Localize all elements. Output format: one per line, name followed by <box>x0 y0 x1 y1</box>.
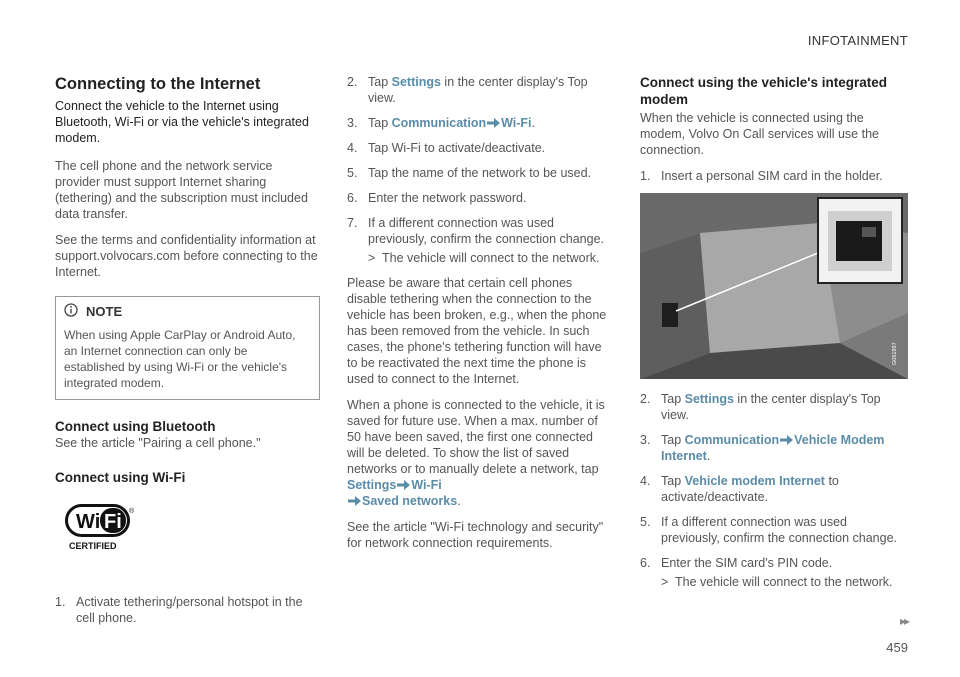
list-item: 4. Tap Vehicle modem Internet to activate/deactivate. <box>640 474 839 504</box>
paragraph: See the terms and confidentiality information at support.volvocars.com before connecting to the Internet. <box>55 233 318 279</box>
column-3 <box>640 74 908 599</box>
info-icon <box>64 303 78 321</box>
result-line: > The vehicle will connect to the network. <box>661 575 893 589</box>
svg-text:Fi: Fi <box>104 511 122 533</box>
svg-text:Wi: Wi <box>76 511 101 533</box>
paragraph: When the vehicle is connected using the modem, Volvo On Call services will use the connection. <box>640 111 879 157</box>
paragraph: See the article "Pairing a cell phone." <box>55 436 261 450</box>
arrow-right-icon <box>348 496 361 506</box>
list-item: 1. Activate tethering/personal hotspot in the cell phone. <box>55 595 303 625</box>
list-item: 4. Tap Wi-Fi to activate/deactivate. <box>347 141 546 155</box>
list-item: 3. Tap Communication Vehicle Modem Internet. <box>640 433 885 463</box>
lead-paragraph: Connect the vehicle to the Internet using Bluetooth, Wi-Fi or via the vehicle's integrated modem. <box>55 99 309 145</box>
ui-label-settings: Settings <box>391 75 441 89</box>
arrow-right-icon <box>780 435 793 445</box>
result-line: > The vehicle will connect to the network. <box>368 251 600 265</box>
heading-bluetooth: Connect using Bluetooth <box>55 419 216 434</box>
list-item: 2. Tap Settings in the center display's Top view. <box>640 392 881 422</box>
note-box <box>55 296 320 400</box>
list-item: 5. If a different connection was used previously, confirm the connection change. <box>640 515 898 545</box>
page-title: Connecting to the Internet <box>55 75 261 93</box>
heading-wifi: Connect using Wi-Fi <box>55 470 186 485</box>
paragraph: When a phone is connected to the vehicle, it is saved for future use. When a max. number of 50 have been saved, the first one connected will be deleted. To show the list of saved networks or to manually delete a network, tap Settings Wi-Fi Saved networks. <box>347 398 605 508</box>
svg-text:CERTIFIED: CERTIFIED <box>69 541 117 551</box>
continued-arrows-icon: ▸▸ <box>899 614 908 628</box>
sim-holder-photo <box>640 193 908 379</box>
note-text: When using Apple CarPlay or Android Auto, an Internet connection can only be established by using Wi-Fi or the vehicle's integrated modem. <box>64 328 296 390</box>
paragraph: See the article "Wi-Fi technology and security" for network connection requirements. <box>347 520 604 550</box>
page-number: 459 <box>886 640 908 655</box>
heading-modem: Connect using the vehicle's integrated modem <box>640 75 888 107</box>
column-1 <box>55 74 320 635</box>
section-header: INFOTAINMENT <box>807 33 908 48</box>
list-item: 7. If a different connection was used previously, confirm the connection change. > The vehicle will connect to the network. <box>347 215 613 266</box>
list-item: 5. Tap the name of the network to be used. <box>347 166 592 180</box>
arrow-right-icon <box>487 118 500 128</box>
paragraph: The cell phone and the network service provider must support Internet sharing (tethering) and the subscription must included data transfer. <box>55 159 308 221</box>
list-item: 6. Enter the network password. <box>347 191 527 205</box>
paragraph: Please be aware that certain cell phones disable tethering when the connection to the vehicle has been broken, e.g., when the phone has been removed from the vehicle. In such cases, the phone's tethering function will have to be reactivated the next time the phone is used to connect to the Internet. <box>347 276 607 386</box>
note-title: NOTE <box>86 304 123 319</box>
photo-code: G051997 <box>892 342 898 365</box>
list-item: 6. Enter the SIM card's PIN code. > The vehicle will connect to the network. <box>640 556 893 589</box>
svg-text:®: ® <box>129 508 135 515</box>
list-item: 2. Tap Settings in the center display's Top view. <box>347 75 588 105</box>
column-2 <box>347 74 613 561</box>
list-item: 1. Insert a personal SIM card in the holder. <box>640 169 883 183</box>
list-item: 3. Tap Communication Wi-Fi. <box>347 116 536 130</box>
arrow-right-icon <box>397 480 410 490</box>
wifi-certified-logo <box>65 504 320 558</box>
